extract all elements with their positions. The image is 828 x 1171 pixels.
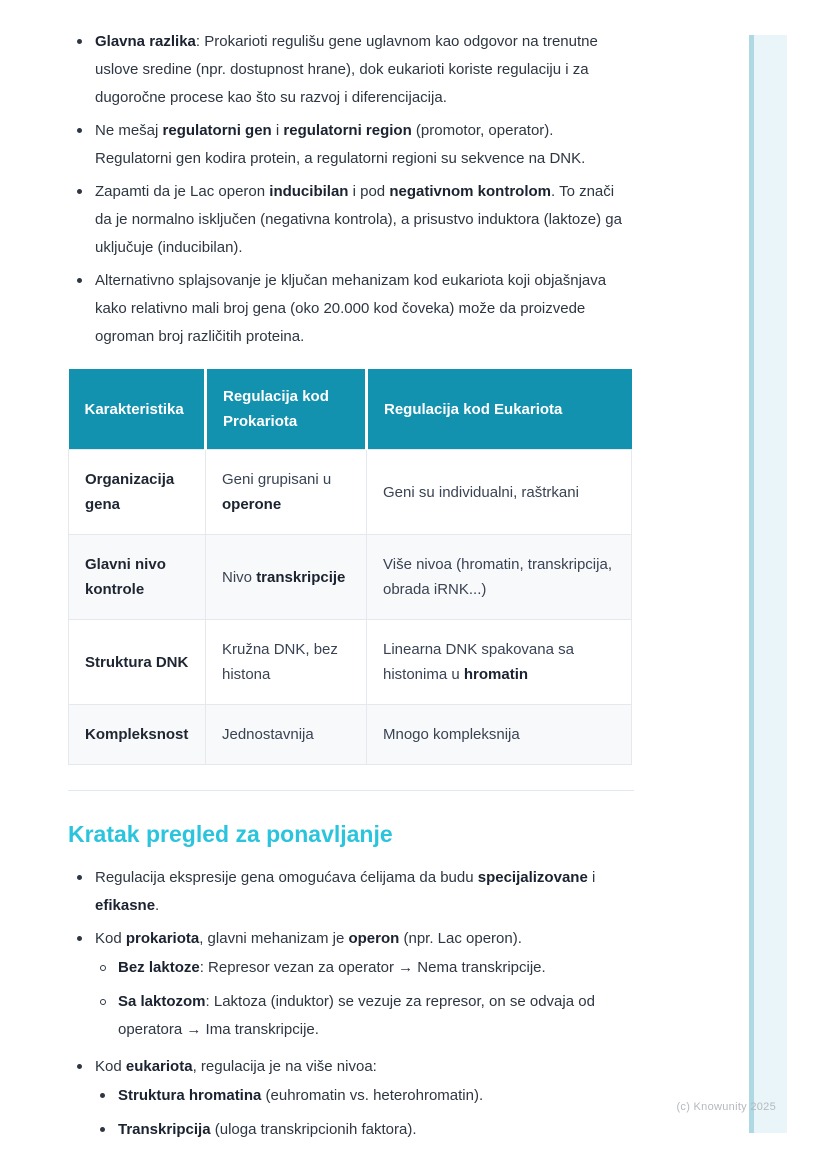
list-item-text: Kod eukariota, regulacija je na više nivoa: [95,1058,377,1075]
cell-eukariota: Linearna DNK spakovana sa histonima u hromatin [367,620,632,705]
table-row [69,620,632,705]
review-section [68,821,634,1144]
document-content [68,28,634,1153]
list-item-text: Zapamti da je Lac operon inducibilan i pod negativnom kontrolom. To znači da je normalno isključen (negativna kontrola), a prisustvo induktora (laktoze) ga uključuje (inducibilan). [95,183,622,256]
sub-list [68,954,634,1044]
bullet-dot-icon [68,178,95,194]
list-item-text: Glavna razlika: Prokarioti regulišu gene uglavnom kao odgovor na trenutne uslove sredine (npr. dostupnost hrane), dok eukarioti koriste regulaciju i za dugoročne procese kao što su razvoj i diferencijacija. [95,33,598,106]
comparison-table [68,369,632,765]
sub-list-item [91,954,634,982]
section-divider [68,790,634,791]
bullet-dot-icon [91,1082,118,1098]
list-item-text: Transkripcija (uloga transkripcionih faktora). [118,1121,417,1138]
sub-list-item [91,988,634,1044]
bullet-dot-icon [68,1053,95,1069]
list-item-text: Sa laktozom: Laktoza (induktor) se vezuje za represor, on se odvaja od operatora → Ima transkripcije. [118,993,595,1038]
sub-list [68,1082,634,1144]
page-edge-highlight-strip [749,35,787,1133]
bullet-dot-icon [68,117,95,133]
table-header-row [69,369,632,450]
bullet-dot-icon [68,28,95,44]
table-row [69,535,632,620]
header-cell-eukariota: Regulacija kod Eukariota [367,369,632,450]
list-item-text: Alternativno splajsovanje je ključan mehanizam kod eukariota koji objašnjava kako relativno mali broj gena (oko 20.000 kod čoveka) može da proizvede ogroman broj različitih proteina. [95,272,607,345]
sub-list-item [91,1082,634,1110]
header-cell-karakteristika: Karakteristika [69,369,206,450]
bullet-circle-icon [91,954,118,971]
bullet-dot-icon [68,925,95,941]
table-row [69,705,632,765]
list-item [68,267,634,351]
cell-prokariota: Nivo transkripcije [206,535,367,620]
sub-list-item [91,1116,634,1144]
cell-prokariota: Kružna DNK, bez histona [206,620,367,705]
cell-prokariota: Geni grupisani u operone [206,450,367,535]
list-item [68,117,634,173]
section-title: Kratak pregled za ponavljanje [68,821,393,847]
list-item-text: Kod prokariota, glavni mehanizam je operon (npr. Lac operon). [95,930,522,947]
list-item [68,178,634,262]
list-item [68,925,634,1044]
row-label: Kompleksnost [69,705,206,765]
footer-copyright: (c) Knowunity 2025 [676,1101,776,1113]
bullet-dot-icon [91,1116,118,1132]
list-item [68,28,634,112]
bullet-dot-icon [68,864,95,880]
list-item-text: Bez laktoze: Represor vezan za operator → Nema transkripcije. [118,959,546,976]
bullet-circle-icon [91,988,118,1005]
review-list [68,864,634,1144]
header-cell-prokariota: Regulacija kod Prokariota [206,369,367,450]
cell-eukariota: Više nivoa (hromatin, transkripcija, obrada iRNK...) [367,535,632,620]
cell-eukariota: Mnogo kompleksnija [367,705,632,765]
list-item-text: Ne mešaj regulatorni gen i regulatorni region (promotor, operator). Regulatorni gen kodira protein, a regulatorni regioni su sekvence na DNK. [95,122,586,167]
bullet-dot-icon [68,267,95,283]
cell-prokariota: Jednostavnija [206,705,367,765]
table-row [69,450,632,535]
list-item [68,864,634,920]
row-label: Organizacija gena [69,450,206,535]
list-item-text: Regulacija ekspresije gena omogućava ćelijama da budu specijalizovane i efikasne. [95,869,596,914]
notes-list [68,28,634,351]
cell-eukariota: Geni su individualni, raštrkani [367,450,632,535]
list-item-text: Struktura hromatina (euhromatin vs. heterohromatin). [118,1087,484,1104]
list-item [68,1053,634,1144]
row-label: Glavni nivo kontrole [69,535,206,620]
row-label: Struktura DNK [69,620,206,705]
